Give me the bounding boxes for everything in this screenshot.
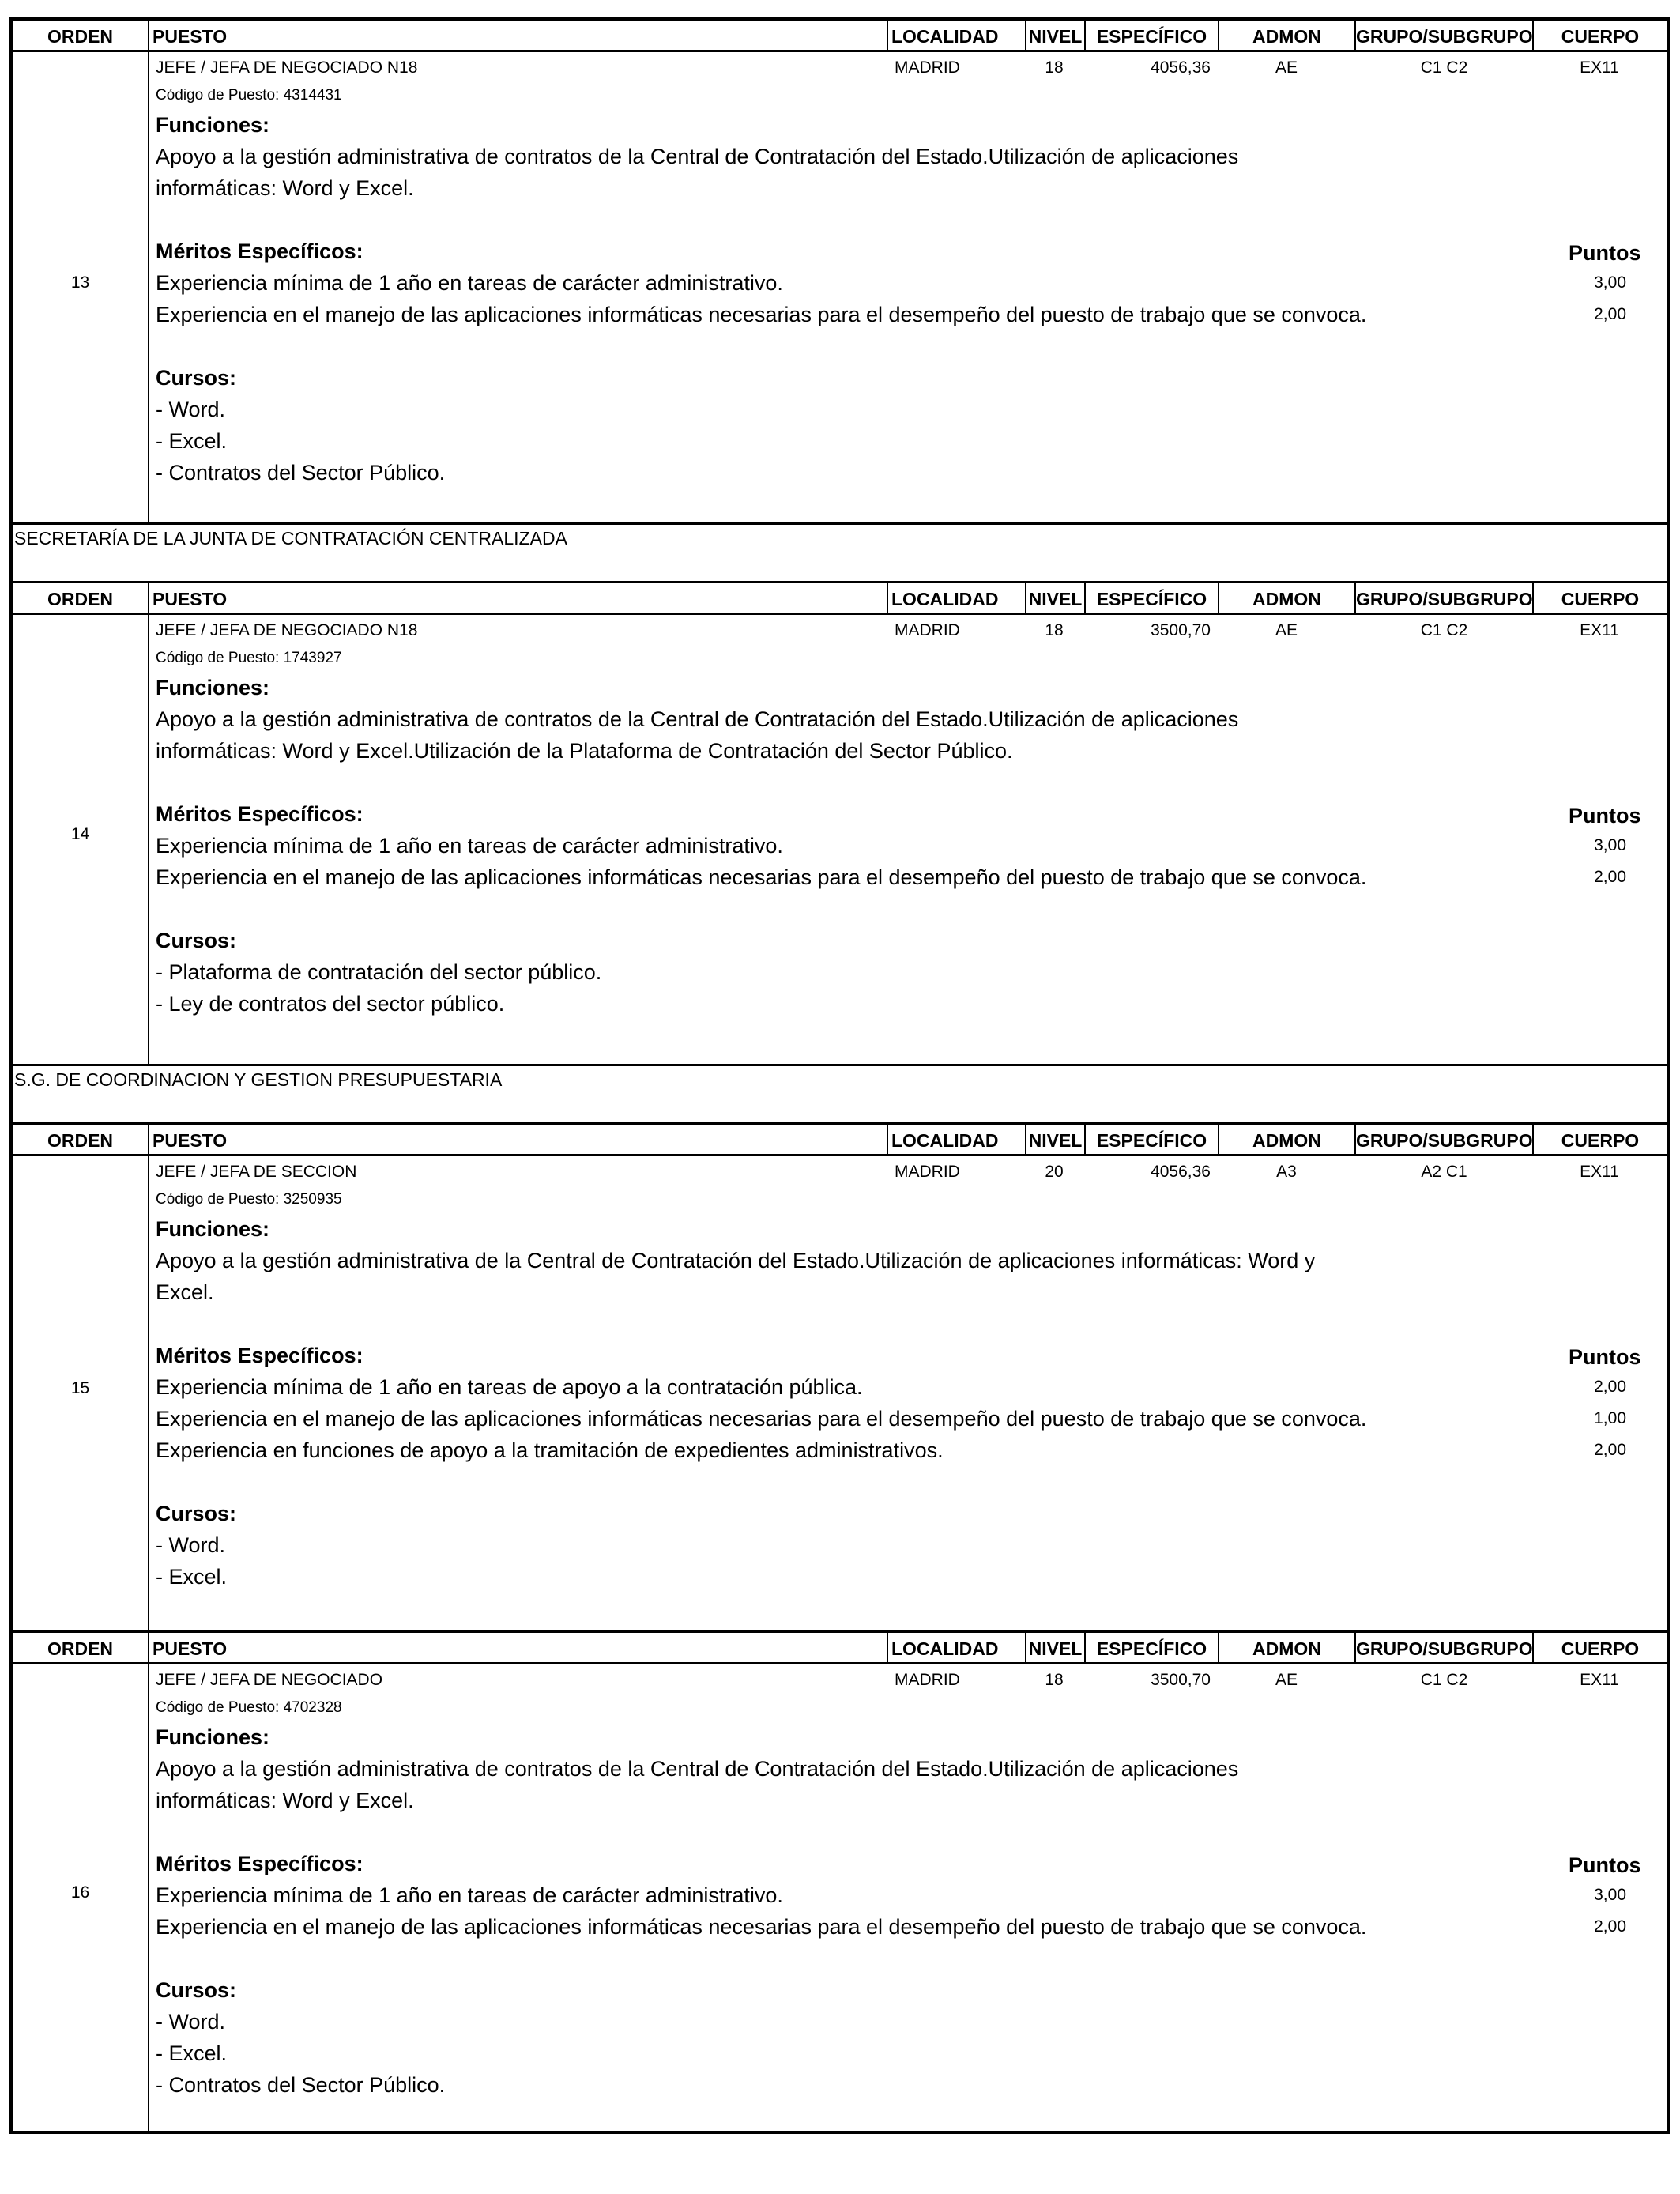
job-block bbox=[9, 17, 1670, 522]
merito-text: Experiencia mínima de 1 año en tareas de carácter administrativo. bbox=[156, 834, 783, 858]
value-cuerpo: EX11 bbox=[1580, 1671, 1619, 1689]
header-puesto: PUESTO bbox=[148, 1125, 887, 1154]
codigo-puesto: Código de Puesto: 4314431 bbox=[156, 87, 342, 104]
job-body bbox=[13, 1664, 1667, 2131]
value-especifico: 4056,36 bbox=[1151, 58, 1211, 77]
value-especifico: 3500,70 bbox=[1151, 621, 1211, 639]
header-localidad: LOCALIDAD bbox=[887, 1633, 1025, 1662]
table-header-row bbox=[13, 21, 1667, 52]
header-grupo-subgrupo: GRUPO/SUBGRUPO bbox=[1354, 583, 1532, 613]
header-nivel: NIVEL bbox=[1025, 21, 1084, 50]
curso-item: - Excel. bbox=[156, 2041, 228, 2065]
orden-number: 13 bbox=[70, 273, 90, 292]
meritos-label: Méritos Específicos: bbox=[156, 1344, 363, 1367]
funciones-line: Excel. bbox=[156, 1280, 214, 1304]
header-localidad: LOCALIDAD bbox=[887, 583, 1025, 613]
funciones-line: Apoyo a la gestión administrativa de contratos de la Central de Contratación del Estado.Utilización de aplicaciones bbox=[156, 1757, 1239, 1781]
header-admon: ADMON bbox=[1218, 1125, 1354, 1154]
header-grupo-subgrupo: GRUPO/SUBGRUPO bbox=[1354, 1125, 1532, 1154]
job-body bbox=[13, 52, 1667, 522]
header-nivel: NIVEL bbox=[1025, 1633, 1084, 1662]
puntos-label: Puntos bbox=[1569, 1853, 1641, 1877]
meritos-label: Méritos Específicos: bbox=[156, 802, 363, 826]
merito-text: Experiencia en funciones de apoyo a la tramitación de expedientes administrativos. bbox=[156, 1438, 944, 1462]
merito-text: Experiencia mínima de 1 año en tareas de carácter administrativo. bbox=[156, 1883, 783, 1907]
merito-text: Experiencia mínima de 1 año en tareas de carácter administrativo. bbox=[156, 271, 783, 295]
merito-text: Experiencia mínima de 1 año en tareas de apoyo a la contratación pública. bbox=[156, 1375, 863, 1399]
merito-points: 3,00 bbox=[1594, 836, 1626, 854]
value-puesto: JEFE / JEFA DE NEGOCIADO N18 bbox=[156, 58, 418, 77]
value-cuerpo: EX11 bbox=[1580, 621, 1619, 639]
value-puesto: JEFE / JEFA DE NEGOCIADO bbox=[156, 1671, 383, 1689]
value-grupo: A2 C1 bbox=[1421, 1163, 1467, 1181]
value-grupo: C1 C2 bbox=[1420, 1671, 1468, 1689]
header-puesto: PUESTO bbox=[148, 1633, 887, 1662]
table-header-row bbox=[13, 1125, 1667, 1156]
header-cuerpo: CUERPO bbox=[1532, 1125, 1667, 1154]
merito-text: Experiencia en el manejo de las aplicaciones informáticas necesarias para el desempeño del puesto de trabajo que se convoca. bbox=[156, 865, 1367, 889]
curso-item: - Contratos del Sector Público. bbox=[156, 2073, 446, 2097]
header-puesto: PUESTO bbox=[148, 21, 887, 50]
funciones-line: informáticas: Word y Excel. bbox=[156, 176, 414, 200]
codigo-puesto: Código de Puesto: 1743927 bbox=[156, 650, 342, 666]
job-block bbox=[9, 583, 1670, 1064]
value-admon: AE bbox=[1275, 58, 1298, 77]
value-cuerpo: EX11 bbox=[1580, 1163, 1619, 1181]
value-nivel: 20 bbox=[1045, 1163, 1064, 1181]
merito-points: 1,00 bbox=[1594, 1409, 1626, 1427]
meritos-label: Méritos Específicos: bbox=[156, 239, 363, 263]
value-localidad: MADRID bbox=[895, 1671, 960, 1689]
value-admon: AE bbox=[1275, 1671, 1298, 1689]
merito-text: Experiencia en el manejo de las aplicaciones informáticas necesarias para el desempeño del puesto de trabajo que se convoca. bbox=[156, 303, 1367, 326]
job-body bbox=[13, 615, 1667, 1064]
curso-item: - Word. bbox=[156, 398, 226, 421]
header-localidad: LOCALIDAD bbox=[887, 1125, 1025, 1154]
header-especifico: ESPECÍFICO bbox=[1084, 21, 1218, 50]
job-body bbox=[13, 1156, 1667, 1630]
orden-number: 15 bbox=[70, 1379, 90, 1397]
merito-points: 3,00 bbox=[1594, 273, 1626, 292]
merito-text: Experiencia en el manejo de las aplicaciones informáticas necesarias para el desempeño del puesto de trabajo que se convoca. bbox=[156, 1407, 1367, 1431]
funciones-line: Apoyo a la gestión administrativa de contratos de la Central de Contratación del Estado.Utilización de aplicaciones bbox=[156, 145, 1239, 168]
cursos-label: Cursos: bbox=[156, 1978, 237, 2002]
value-puesto: JEFE / JEFA DE SECCION bbox=[156, 1163, 357, 1181]
puntos-label: Puntos bbox=[1569, 804, 1641, 827]
header-orden: ORDEN bbox=[47, 1638, 114, 1659]
funciones-label: Funciones: bbox=[156, 113, 270, 137]
header-orden: ORDEN bbox=[47, 1130, 114, 1151]
header-orden: ORDEN bbox=[47, 26, 114, 47]
cursos-label: Cursos: bbox=[156, 1502, 237, 1525]
merito-points: 2,00 bbox=[1594, 1441, 1626, 1459]
merito-points: 3,00 bbox=[1594, 1886, 1626, 1904]
funciones-label: Funciones: bbox=[156, 1217, 270, 1241]
header-nivel: NIVEL bbox=[1025, 583, 1084, 613]
table-header-row bbox=[13, 583, 1667, 615]
header-especifico: ESPECÍFICO bbox=[1084, 1125, 1218, 1154]
curso-item: - Excel. bbox=[156, 429, 228, 453]
job-block bbox=[9, 1125, 1670, 1630]
header-localidad: LOCALIDAD bbox=[887, 21, 1025, 50]
codigo-puesto: Código de Puesto: 4702328 bbox=[156, 1699, 342, 1716]
header-admon: ADMON bbox=[1218, 21, 1354, 50]
header-grupo-subgrupo: GRUPO/SUBGRUPO bbox=[1354, 21, 1532, 50]
merito-text: Experiencia en el manejo de las aplicaciones informáticas necesarias para el desempeño del puesto de trabajo que se convoca. bbox=[156, 1915, 1367, 1939]
puntos-label: Puntos bbox=[1569, 241, 1641, 265]
value-grupo: C1 C2 bbox=[1420, 58, 1468, 77]
table-header-row bbox=[13, 1633, 1667, 1664]
section-heading bbox=[9, 1064, 1670, 1125]
header-nivel: NIVEL bbox=[1025, 1125, 1084, 1154]
funciones-label: Funciones: bbox=[156, 676, 270, 699]
value-cuerpo: EX11 bbox=[1580, 58, 1619, 77]
funciones-line: Apoyo a la gestión administrativa de la Central de Contratación del Estado.Utilización de aplicaciones informáticas: Word y bbox=[156, 1249, 1316, 1272]
cursos-label: Cursos: bbox=[156, 929, 237, 952]
value-localidad: MADRID bbox=[895, 58, 960, 77]
curso-item: - Excel. bbox=[156, 1565, 228, 1589]
value-puesto: JEFE / JEFA DE NEGOCIADO N18 bbox=[156, 621, 418, 639]
header-cuerpo: CUERPO bbox=[1532, 1633, 1667, 1662]
header-cuerpo: CUERPO bbox=[1532, 583, 1667, 613]
codigo-puesto: Código de Puesto: 3250935 bbox=[156, 1191, 342, 1208]
cursos-label: Cursos: bbox=[156, 366, 237, 390]
orden-number: 16 bbox=[70, 1883, 90, 1902]
section-heading bbox=[9, 522, 1670, 583]
funciones-line: Apoyo a la gestión administrativa de contratos de la Central de Contratación del Estado.Utilización de aplicaciones bbox=[156, 707, 1239, 731]
header-cuerpo: CUERPO bbox=[1532, 21, 1667, 50]
value-nivel: 18 bbox=[1045, 58, 1064, 77]
orden-number: 14 bbox=[70, 825, 90, 843]
funciones-line: informáticas: Word y Excel.Utilización de la Plataforma de Contratación del Sector Público. bbox=[156, 739, 1013, 763]
value-nivel: 18 bbox=[1045, 621, 1064, 639]
curso-item: - Plataforma de contratación del sector público. bbox=[156, 960, 602, 984]
puntos-label: Puntos bbox=[1569, 1345, 1641, 1369]
job-block bbox=[9, 1630, 1670, 2134]
curso-item: - Word. bbox=[156, 1533, 226, 1557]
document bbox=[9, 17, 1670, 2134]
value-localidad: MADRID bbox=[895, 1163, 960, 1181]
section-title: SECRETARÍA DE LA JUNTA DE CONTRATACIÓN CENTRALIZADA bbox=[14, 528, 567, 548]
value-especifico: 3500,70 bbox=[1151, 1671, 1211, 1689]
header-orden: ORDEN bbox=[47, 589, 114, 609]
header-admon: ADMON bbox=[1218, 583, 1354, 613]
header-puesto: PUESTO bbox=[148, 583, 887, 613]
merito-points: 2,00 bbox=[1594, 1378, 1626, 1396]
curso-item: - Ley de contratos del sector público. bbox=[156, 992, 505, 1016]
curso-item: - Word. bbox=[156, 2010, 226, 2034]
header-grupo-subgrupo: GRUPO/SUBGRUPO bbox=[1354, 1633, 1532, 1662]
merito-points: 2,00 bbox=[1594, 305, 1626, 323]
merito-points: 2,00 bbox=[1594, 868, 1626, 886]
value-especifico: 4056,36 bbox=[1151, 1163, 1211, 1181]
value-admon: A3 bbox=[1276, 1163, 1297, 1181]
funciones-line: informáticas: Word y Excel. bbox=[156, 1789, 414, 1812]
value-localidad: MADRID bbox=[895, 621, 960, 639]
value-grupo: C1 C2 bbox=[1420, 621, 1468, 639]
funciones-label: Funciones: bbox=[156, 1725, 270, 1749]
value-admon: AE bbox=[1275, 621, 1298, 639]
curso-item: - Contratos del Sector Público. bbox=[156, 461, 446, 484]
header-admon: ADMON bbox=[1218, 1633, 1354, 1662]
header-especifico: ESPECÍFICO bbox=[1084, 583, 1218, 613]
merito-points: 2,00 bbox=[1594, 1917, 1626, 1936]
meritos-label: Méritos Específicos: bbox=[156, 1852, 363, 1875]
section-title: S.G. DE COORDINACION Y GESTION PRESUPUESTARIA bbox=[14, 1069, 503, 1090]
header-especifico: ESPECÍFICO bbox=[1084, 1633, 1218, 1662]
value-nivel: 18 bbox=[1045, 1671, 1064, 1689]
